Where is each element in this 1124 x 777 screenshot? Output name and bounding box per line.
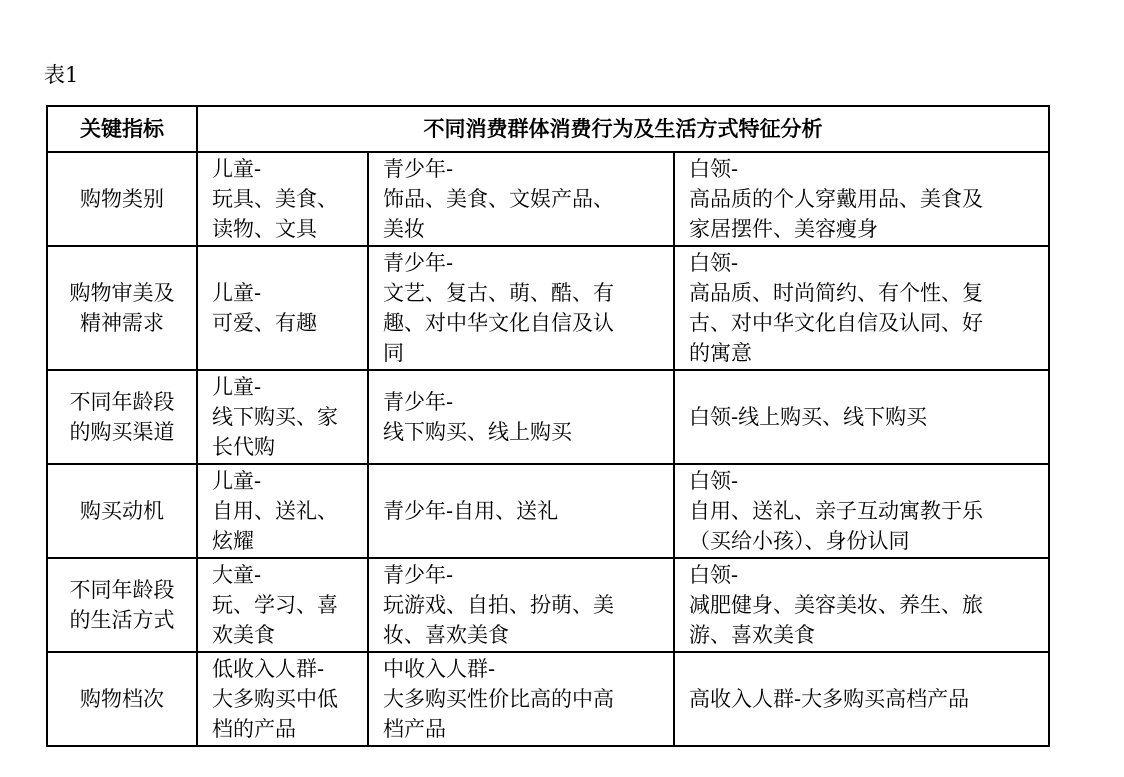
table-cell: 高收入人群-大多购买高档产品: [674, 652, 1049, 746]
table-cell: 低收入人群- 大多购买中低 档的产品: [197, 652, 368, 746]
row-label: 购物档次: [47, 652, 197, 746]
table-cell: 白领- 高品质、时尚简约、有个性、复 古、对中华文化自信及认同、好 的寓意: [674, 246, 1049, 370]
table-row: [47, 370, 1049, 464]
table-row: [47, 152, 1049, 246]
row-label: 购买动机: [47, 464, 197, 558]
row-label: 不同年龄段 的生活方式: [47, 558, 197, 652]
row-label: 不同年龄段 的购买渠道: [47, 370, 197, 464]
table-row: [47, 464, 1049, 558]
table-row: [47, 558, 1049, 652]
table-cell: 白领-线上购买、线下购买: [674, 370, 1049, 464]
table-cell: 青少年- 玩游戏、自拍、扮萌、美 妆、喜欢美食: [368, 558, 674, 652]
table-cell: 青少年- 饰品、美食、文娱产品、 美妆: [368, 152, 674, 246]
table-cell: 大童- 玩、学习、喜 欢美食: [197, 558, 368, 652]
table-cell: 青少年- 文艺、复古、萌、酷、有 趣、对中华文化自信及认 同: [368, 246, 674, 370]
row-label: 购物类别: [47, 152, 197, 246]
table-cell: 白领- 减肥健身、美容美妆、养生、旅 游、喜欢美食: [674, 558, 1049, 652]
table-cell: 青少年- 线下购买、线上购买: [368, 370, 674, 464]
table-row: [47, 652, 1049, 746]
header-analysis-title: 不同消费群体消费行为及生活方式特征分析: [197, 106, 1049, 152]
table-cell: 白领- 高品质的个人穿戴用品、美食及 家居摆件、美容瘦身: [674, 152, 1049, 246]
table-cell: 儿童- 可爱、有趣: [197, 246, 368, 370]
table-cell: 儿童- 线下购买、家 长代购: [197, 370, 368, 464]
table-cell: 白领- 自用、送礼、亲子互动寓教于乐 （买给小孩）、身份认同: [674, 464, 1049, 558]
table-cell: 中收入人群- 大多购买性价比高的中高 档产品: [368, 652, 674, 746]
row-label: 购物审美及 精神需求: [47, 246, 197, 370]
table-row: [47, 246, 1049, 370]
header-key-indicator: 关键指标: [47, 106, 197, 152]
analysis-table: [46, 105, 1050, 747]
table-cell: 儿童- 自用、送礼、 炫耀: [197, 464, 368, 558]
table-cell: 儿童- 玩具、美食、 读物、文具: [197, 152, 368, 246]
table-cell: 青少年-自用、送礼: [368, 464, 674, 558]
table-caption: 表1: [44, 63, 79, 87]
table-header-row: [47, 106, 1049, 152]
